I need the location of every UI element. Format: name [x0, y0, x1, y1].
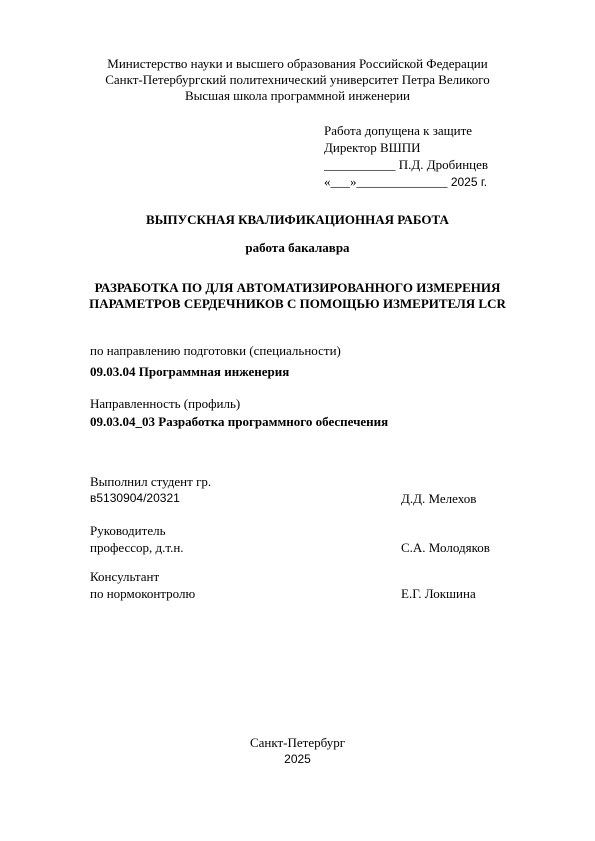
thesis-title	[0, 280, 595, 312]
thesis-title-line-1: РАЗРАБОТКА ПО ДЛЯ АВТОМАТИЗИРОВАННОГО ИЗМЕРЕНИЯ	[94, 280, 501, 295]
footer-city: Санкт-Петербург	[249, 735, 346, 750]
student-role: Выполнил студент гр.	[90, 474, 212, 489]
footer-year: 2025	[284, 752, 311, 766]
supervisor-role: Руководитель	[90, 523, 166, 538]
consultant-area: по нормоконтролю	[90, 586, 196, 601]
university-line: Санкт-Петербургский политехнический университет Петра Великого	[105, 72, 490, 87]
approval-date-line	[324, 173, 488, 190]
director-name: П.Д. Дробинцев	[395, 157, 489, 172]
consultant-role: Консультант	[90, 569, 160, 584]
approval-signature-line	[324, 156, 488, 173]
document-type: ВЫПУСКНАЯ КВАЛИФИКАЦИОННАЯ РАБОТА	[146, 212, 449, 227]
consultant-name: Е.Г. Локшина	[401, 586, 476, 601]
student-name: Д.Д. Мелехов	[401, 491, 477, 506]
date-year: 2025 г.	[447, 175, 488, 189]
approval-admitted: Работа допущена к защите	[324, 123, 473, 138]
direction-value: 09.03.04 Программная инженерия	[90, 364, 290, 379]
footer-block	[0, 735, 595, 767]
date-blank: «___»______________	[324, 174, 448, 189]
institution-header	[0, 56, 595, 104]
thesis-title-line-2: ПАРАМЕТРОВ СЕРДЕЧНИКОВ С ПОМОЩЬЮ ИЗМЕРИТЕЛЯ LCR	[89, 296, 506, 311]
profile-value: 09.03.04_03 Разработка программного обеспечения	[90, 414, 389, 429]
approval-block	[324, 122, 488, 190]
direction-label: по направлению подготовки (специальности)	[90, 343, 341, 358]
supervisor-title: профессор, д.т.н.	[90, 540, 184, 555]
ministry-line: Министерство науки и высшего образования Российской Федерации	[107, 56, 488, 71]
profile-label: Направленность (профиль)	[90, 396, 241, 411]
document-subtype: работа бакалавра	[245, 240, 350, 255]
approval-director-title: Директор ВШПИ	[324, 140, 421, 155]
school-line: Высшая школа программной инженерии	[185, 88, 410, 103]
student-group: в5130904/20321	[90, 491, 180, 505]
supervisor-name: С.А. Молодяков	[401, 540, 490, 555]
signature-blank: ___________	[324, 157, 396, 172]
